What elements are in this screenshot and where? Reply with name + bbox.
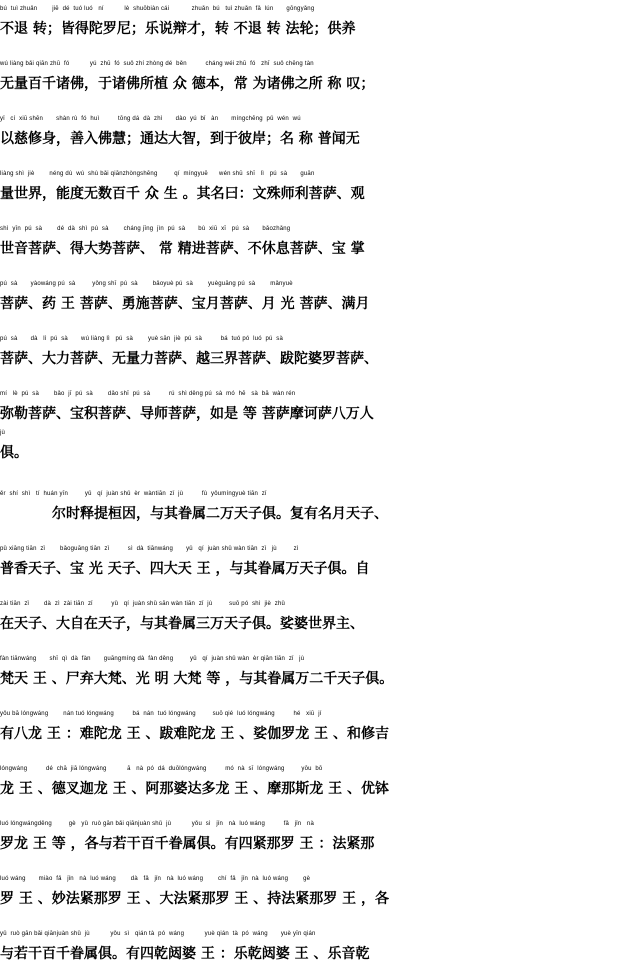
pinyin-annotation: pú sà dà lì pú sà wú liàng lì pú sà yuè sān jiè pú sà bá tuó pó luó pú sà bbox=[0, 336, 284, 342]
chinese-text: 不退 转；皆得陀罗尼；乐说辩才，转 不退 转 法轮；供养 bbox=[0, 21, 356, 37]
chinese-text: 量世界，能度无数百千 众 生 。其名曰：文殊师利菩萨、观 bbox=[0, 186, 365, 202]
chinese-text: 弥勒菩萨、宝积菩萨、导师菩萨，如是 等 菩萨摩诃萨八万人 bbox=[0, 406, 374, 422]
pinyin-annotation: luó lóngwángděng gè yǔ ruò gān bǎi qiānjuàn shǔ jù yǒu sì jǐn nà luó wáng fǎ jǐn nà bbox=[0, 821, 314, 827]
pinyin-annotation: zài tiān zǐ dà zì zài tiān zǐ yǔ qí juàn shǔ sān wàn tiān zǐ jù suō pó shì jiè zhǔ bbox=[0, 601, 286, 607]
pinyin-annotation: pú sà yàowáng pú sà yǒng shī pú sà bǎoyuè pú sà yuèguāng pú sà mǎnyuè bbox=[0, 281, 293, 287]
chinese-text: 与若干百千眷属俱。有四乾闼婆 王 ：乐乾闼婆 王 、乐音乾 bbox=[0, 946, 370, 962]
chinese-text: 罗龙 王 等 ，各与若干百千眷属俱。有四紧那罗 王 ：法紧那 bbox=[0, 836, 375, 852]
pinyin-annotation: pǔ xiāng tiān zǐ bǎoguāng tiān zǐ sì dà tiānwáng yǔ qí juàn shǔ wàn tiān zǐ jù zì bbox=[0, 546, 299, 552]
chinese-text: 以慈修身，善入佛慧；通达大智，到于彼岸；名 称 普闻无 bbox=[0, 131, 360, 147]
pinyin-annotation: jù bbox=[0, 430, 6, 436]
pinyin-annotation: mí lè pú sà bǎo jī pú sà dǎo shī pú sà rú shì děng pú sà mó hē sà bā wàn rén bbox=[0, 391, 296, 397]
pinyin-annotation: liàng shì jiè néng dù wú shù bǎi qiānzhòngshēng qí míngyuē wén shū shī lì pú sà guān bbox=[0, 171, 315, 177]
chinese-text: 菩萨、药 王 菩萨、勇施菩萨、宝月菩萨、月 光 菩萨、满月 bbox=[0, 296, 370, 312]
chinese-text: 俱。 bbox=[0, 445, 28, 461]
pinyin-annotation: yǒu bā lóngwáng nán tuó lóngwáng bá nán tuó lóngwáng suō qié luó lóngwáng hé xiū jí bbox=[0, 711, 322, 717]
chinese-text: 普香天子、宝 光 天子、四大天 王 ，与其眷属万天子俱。自 bbox=[0, 561, 370, 577]
chinese-text: 在天子、大自在天子，与其眷属三万天子俱。娑婆世界主、 bbox=[0, 616, 364, 632]
pinyin-annotation: ěr shí shì tí huán yīn yǔ qí juàn shǔ èr wàntiān zǐ jù fù yǒumíngyuè tiān zǐ bbox=[0, 491, 267, 497]
chinese-text: 菩萨、大力菩萨、无量力菩萨、越三界菩萨、跋陀婆罗菩萨、 bbox=[0, 351, 378, 367]
pinyin-annotation: fàn tiānwáng shī qì dà fàn guāngmíng dà fàn děng yǔ qí juàn shǔ wàn èr qiān tiān zǐ jù bbox=[0, 656, 305, 662]
pinyin-annotation: wú liàng bǎi qiān zhū fó yú zhū fó suǒ zhí zhòng dé běn cháng wéi zhū fó zhī suǒ chēng tàn bbox=[0, 61, 314, 67]
pinyin-annotation: shì yīn pú sà dé dà shì pú sà cháng jīng jìn pú sà bù xiū xī pú sà bǎozhǎng bbox=[0, 226, 291, 232]
pinyin-annotation: yǔ ruò gān bǎi qiānjuàn shǔ jù yǒu sì qián tà pó wáng yuè qián tà pó wáng yuè yīn qián bbox=[0, 931, 316, 937]
pinyin-annotation: luó wáng miào fǎ jǐn nà luó wáng dà fǎ jǐn nà luó wáng chí fǎ jǐn nà luó wáng gè bbox=[0, 876, 311, 882]
chinese-text: 罗 王 、妙法紧那罗 王 、大法紧那罗 王 、持法紧那罗 王 ，各 bbox=[0, 891, 389, 907]
chinese-text: 有八龙 王 ：难陀龙 王 、跋难陀龙 王 、娑伽罗龙 王 、和修吉 bbox=[0, 726, 389, 742]
chinese-text: 龙 王 、德叉迦龙 王 、阿那婆达多龙 王 、摩那斯龙 王 、优钵 bbox=[0, 781, 389, 797]
chinese-text: 无量百千诸佛，于诸佛所植 众 德本，常 为诸佛之所 称 叹； bbox=[0, 76, 375, 92]
pinyin-annotation: lóngwáng dé chā jiā lóngwáng ā nà pó dá duōlóngwáng mó nà sī lóngwáng yōu bō bbox=[0, 766, 323, 772]
chinese-text: 尔时释提桓因，与其眷属二万天子俱。复有名月天子、 bbox=[52, 506, 388, 522]
chinese-text: 世音菩萨、得大势菩萨、 常 精进菩萨、不休息菩萨、宝 掌 bbox=[0, 241, 365, 257]
chinese-text: 梵天 王 、尸弃大梵、光 明 大梵 等 ，与其眷属万二千天子俱。 bbox=[0, 671, 394, 687]
pinyin-annotation: bú tuì zhuǎn jiē dé tuó luó ní lè shuōbiàn cái zhuǎn bú tuì zhuǎn fǎ lún gōngyǎng bbox=[0, 6, 315, 12]
pinyin-annotation: yǐ cí xiū shēn shàn rù fó huì tōng dá dà zhì dào yú bǐ àn míngchēng pǔ wén wú bbox=[0, 116, 301, 122]
